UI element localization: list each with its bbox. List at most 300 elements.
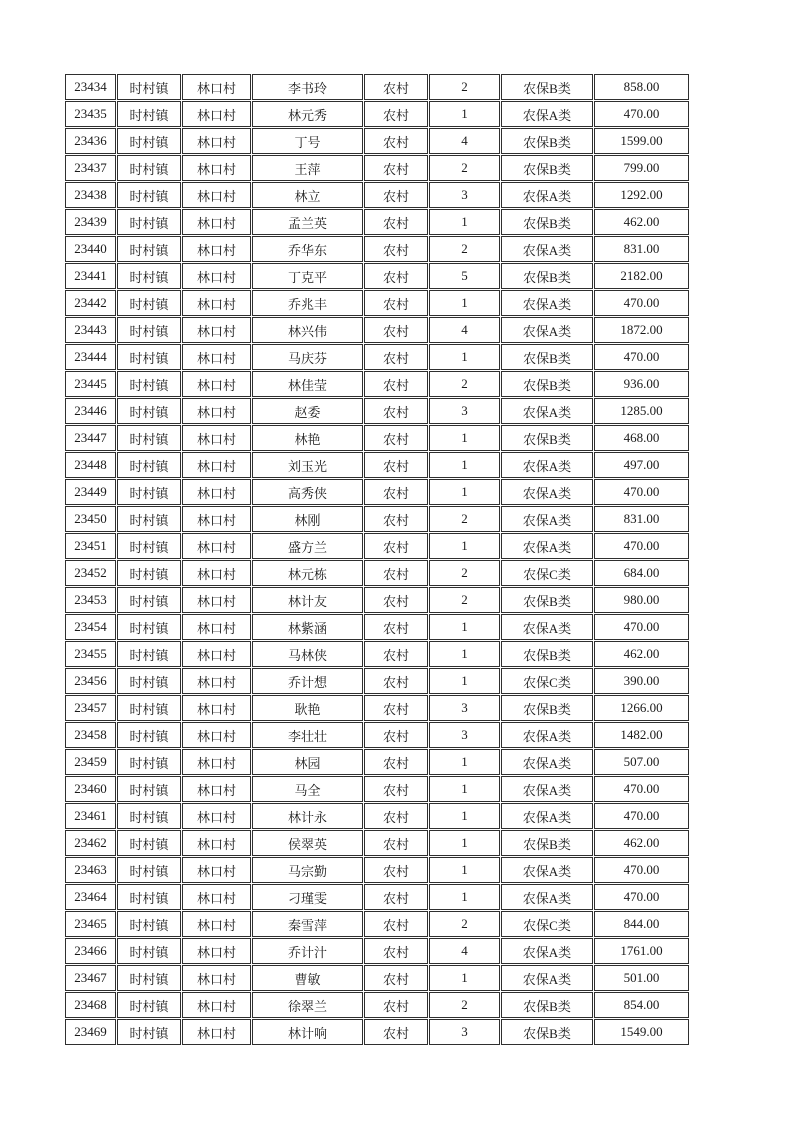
cell-insurance_type: 农保B类 bbox=[501, 344, 593, 370]
cell-name: 王萍 bbox=[252, 155, 363, 181]
cell-village: 林口村 bbox=[182, 830, 251, 856]
cell-insurance_type: 农保B类 bbox=[501, 1019, 593, 1045]
table-row bbox=[65, 371, 689, 397]
cell-insurance_type: 农保B类 bbox=[501, 992, 593, 1018]
cell-town: 时村镇 bbox=[117, 533, 181, 559]
cell-residence: 农村 bbox=[364, 857, 428, 883]
cell-id: 23467 bbox=[65, 965, 116, 991]
cell-village: 林口村 bbox=[182, 614, 251, 640]
cell-name: 林计友 bbox=[252, 587, 363, 613]
cell-village: 林口村 bbox=[182, 101, 251, 127]
cell-residence: 农村 bbox=[364, 641, 428, 667]
cell-name: 林元秀 bbox=[252, 101, 363, 127]
table-row bbox=[65, 344, 689, 370]
cell-name: 耿艳 bbox=[252, 695, 363, 721]
cell-name: 丁克平 bbox=[252, 263, 363, 289]
table-row bbox=[65, 479, 689, 505]
cell-village: 林口村 bbox=[182, 1019, 251, 1045]
cell-household_size: 2 bbox=[429, 506, 500, 532]
cell-id: 23437 bbox=[65, 155, 116, 181]
cell-household_size: 2 bbox=[429, 155, 500, 181]
cell-insurance_type: 农保A类 bbox=[501, 884, 593, 910]
cell-name: 林立 bbox=[252, 182, 363, 208]
cell-residence: 农村 bbox=[364, 371, 428, 397]
cell-insurance_type: 农保B类 bbox=[501, 641, 593, 667]
cell-village: 林口村 bbox=[182, 965, 251, 991]
cell-household_size: 2 bbox=[429, 992, 500, 1018]
cell-residence: 农村 bbox=[364, 101, 428, 127]
cell-village: 林口村 bbox=[182, 263, 251, 289]
cell-household_size: 1 bbox=[429, 668, 500, 694]
cell-residence: 农村 bbox=[364, 803, 428, 829]
cell-insurance_type: 农保A类 bbox=[501, 290, 593, 316]
table-row bbox=[65, 641, 689, 667]
cell-id: 23449 bbox=[65, 479, 116, 505]
cell-household_size: 4 bbox=[429, 128, 500, 154]
table-row bbox=[65, 668, 689, 694]
cell-household_size: 1 bbox=[429, 101, 500, 127]
cell-household_size: 1 bbox=[429, 884, 500, 910]
cell-id: 23446 bbox=[65, 398, 116, 424]
cell-insurance_type: 农保A类 bbox=[501, 965, 593, 991]
cell-residence: 农村 bbox=[364, 992, 428, 1018]
record-table-body bbox=[65, 74, 689, 1045]
cell-amount: 470.00 bbox=[594, 614, 689, 640]
cell-name: 侯翠英 bbox=[252, 830, 363, 856]
table-row bbox=[65, 398, 689, 424]
cell-id: 23448 bbox=[65, 452, 116, 478]
cell-insurance_type: 农保A类 bbox=[501, 722, 593, 748]
cell-id: 23468 bbox=[65, 992, 116, 1018]
cell-residence: 农村 bbox=[364, 587, 428, 613]
cell-village: 林口村 bbox=[182, 317, 251, 343]
cell-village: 林口村 bbox=[182, 290, 251, 316]
cell-town: 时村镇 bbox=[117, 965, 181, 991]
cell-id: 23441 bbox=[65, 263, 116, 289]
cell-household_size: 1 bbox=[429, 776, 500, 802]
cell-insurance_type: 农保A类 bbox=[501, 398, 593, 424]
cell-town: 时村镇 bbox=[117, 695, 181, 721]
cell-residence: 农村 bbox=[364, 533, 428, 559]
cell-village: 林口村 bbox=[182, 560, 251, 586]
cell-town: 时村镇 bbox=[117, 236, 181, 262]
cell-village: 林口村 bbox=[182, 722, 251, 748]
cell-insurance_type: 农保C类 bbox=[501, 668, 593, 694]
cell-amount: 470.00 bbox=[594, 290, 689, 316]
cell-town: 时村镇 bbox=[117, 641, 181, 667]
cell-insurance_type: 农保A类 bbox=[501, 236, 593, 262]
cell-amount: 470.00 bbox=[594, 533, 689, 559]
cell-village: 林口村 bbox=[182, 479, 251, 505]
cell-name: 林紫涵 bbox=[252, 614, 363, 640]
table-row bbox=[65, 830, 689, 856]
table-row bbox=[65, 749, 689, 775]
cell-name: 林计响 bbox=[252, 1019, 363, 1045]
cell-amount: 844.00 bbox=[594, 911, 689, 937]
cell-residence: 农村 bbox=[364, 1019, 428, 1045]
cell-village: 林口村 bbox=[182, 425, 251, 451]
cell-insurance_type: 农保A类 bbox=[501, 317, 593, 343]
cell-town: 时村镇 bbox=[117, 74, 181, 100]
table-row bbox=[65, 803, 689, 829]
table-row bbox=[65, 857, 689, 883]
cell-residence: 农村 bbox=[364, 182, 428, 208]
cell-id: 23443 bbox=[65, 317, 116, 343]
cell-town: 时村镇 bbox=[117, 560, 181, 586]
cell-village: 林口村 bbox=[182, 641, 251, 667]
cell-residence: 农村 bbox=[364, 560, 428, 586]
table-row bbox=[65, 722, 689, 748]
table-row bbox=[65, 911, 689, 937]
cell-household_size: 3 bbox=[429, 722, 500, 748]
cell-name: 曹敏 bbox=[252, 965, 363, 991]
cell-id: 23469 bbox=[65, 1019, 116, 1045]
cell-residence: 农村 bbox=[364, 614, 428, 640]
table-row bbox=[65, 965, 689, 991]
cell-amount: 390.00 bbox=[594, 668, 689, 694]
cell-insurance_type: 农保A类 bbox=[501, 938, 593, 964]
cell-amount: 468.00 bbox=[594, 425, 689, 451]
cell-insurance_type: 农保A类 bbox=[501, 506, 593, 532]
cell-insurance_type: 农保A类 bbox=[501, 479, 593, 505]
cell-residence: 农村 bbox=[364, 398, 428, 424]
cell-insurance_type: 农保B类 bbox=[501, 155, 593, 181]
cell-town: 时村镇 bbox=[117, 371, 181, 397]
cell-town: 时村镇 bbox=[117, 830, 181, 856]
cell-amount: 507.00 bbox=[594, 749, 689, 775]
cell-town: 时村镇 bbox=[117, 587, 181, 613]
cell-insurance_type: 农保B类 bbox=[501, 425, 593, 451]
cell-residence: 农村 bbox=[364, 425, 428, 451]
cell-id: 23456 bbox=[65, 668, 116, 694]
cell-name: 林兴伟 bbox=[252, 317, 363, 343]
cell-residence: 农村 bbox=[364, 209, 428, 235]
cell-household_size: 1 bbox=[429, 641, 500, 667]
cell-town: 时村镇 bbox=[117, 884, 181, 910]
cell-village: 林口村 bbox=[182, 911, 251, 937]
cell-village: 林口村 bbox=[182, 857, 251, 883]
cell-amount: 854.00 bbox=[594, 992, 689, 1018]
cell-household_size: 1 bbox=[429, 344, 500, 370]
cell-village: 林口村 bbox=[182, 992, 251, 1018]
cell-id: 23458 bbox=[65, 722, 116, 748]
cell-household_size: 1 bbox=[429, 290, 500, 316]
cell-name: 孟兰英 bbox=[252, 209, 363, 235]
cell-name: 马全 bbox=[252, 776, 363, 802]
cell-name: 马林侠 bbox=[252, 641, 363, 667]
cell-name: 乔华东 bbox=[252, 236, 363, 262]
cell-town: 时村镇 bbox=[117, 992, 181, 1018]
cell-insurance_type: 农保A类 bbox=[501, 182, 593, 208]
cell-household_size: 3 bbox=[429, 398, 500, 424]
cell-town: 时村镇 bbox=[117, 101, 181, 127]
table-row bbox=[65, 1019, 689, 1045]
cell-id: 23457 bbox=[65, 695, 116, 721]
cell-residence: 农村 bbox=[364, 479, 428, 505]
cell-id: 23461 bbox=[65, 803, 116, 829]
cell-amount: 470.00 bbox=[594, 884, 689, 910]
cell-name: 刁瑾雯 bbox=[252, 884, 363, 910]
cell-household_size: 2 bbox=[429, 560, 500, 586]
cell-insurance_type: 农保A类 bbox=[501, 776, 593, 802]
cell-name: 林元栋 bbox=[252, 560, 363, 586]
cell-village: 林口村 bbox=[182, 209, 251, 235]
cell-residence: 农村 bbox=[364, 74, 428, 100]
cell-household_size: 1 bbox=[429, 479, 500, 505]
cell-id: 23464 bbox=[65, 884, 116, 910]
cell-id: 23450 bbox=[65, 506, 116, 532]
cell-name: 林园 bbox=[252, 749, 363, 775]
cell-household_size: 3 bbox=[429, 695, 500, 721]
cell-village: 林口村 bbox=[182, 128, 251, 154]
cell-town: 时村镇 bbox=[117, 155, 181, 181]
cell-residence: 农村 bbox=[364, 290, 428, 316]
cell-town: 时村镇 bbox=[117, 344, 181, 370]
cell-town: 时村镇 bbox=[117, 803, 181, 829]
cell-name: 林计永 bbox=[252, 803, 363, 829]
cell-town: 时村镇 bbox=[117, 614, 181, 640]
table-row bbox=[65, 263, 689, 289]
table-row bbox=[65, 290, 689, 316]
cell-residence: 农村 bbox=[364, 695, 428, 721]
cell-insurance_type: 农保B类 bbox=[501, 128, 593, 154]
table-row bbox=[65, 533, 689, 559]
cell-amount: 497.00 bbox=[594, 452, 689, 478]
cell-village: 林口村 bbox=[182, 749, 251, 775]
cell-name: 李壮壮 bbox=[252, 722, 363, 748]
cell-village: 林口村 bbox=[182, 236, 251, 262]
cell-village: 林口村 bbox=[182, 506, 251, 532]
cell-residence: 农村 bbox=[364, 236, 428, 262]
cell-household_size: 1 bbox=[429, 533, 500, 559]
cell-town: 时村镇 bbox=[117, 479, 181, 505]
cell-village: 林口村 bbox=[182, 587, 251, 613]
cell-amount: 1266.00 bbox=[594, 695, 689, 721]
table-row bbox=[65, 560, 689, 586]
cell-name: 高秀侠 bbox=[252, 479, 363, 505]
cell-name: 李书玲 bbox=[252, 74, 363, 100]
cell-id: 23463 bbox=[65, 857, 116, 883]
cell-amount: 470.00 bbox=[594, 857, 689, 883]
cell-town: 时村镇 bbox=[117, 182, 181, 208]
table-row bbox=[65, 101, 689, 127]
cell-id: 23452 bbox=[65, 560, 116, 586]
cell-name: 乔兆丰 bbox=[252, 290, 363, 316]
cell-id: 23460 bbox=[65, 776, 116, 802]
cell-id: 23440 bbox=[65, 236, 116, 262]
cell-village: 林口村 bbox=[182, 344, 251, 370]
cell-village: 林口村 bbox=[182, 803, 251, 829]
cell-household_size: 1 bbox=[429, 830, 500, 856]
table-row bbox=[65, 236, 689, 262]
cell-id: 23451 bbox=[65, 533, 116, 559]
cell-insurance_type: 农保B类 bbox=[501, 371, 593, 397]
cell-village: 林口村 bbox=[182, 695, 251, 721]
cell-amount: 470.00 bbox=[594, 344, 689, 370]
cell-residence: 农村 bbox=[364, 938, 428, 964]
cell-amount: 1872.00 bbox=[594, 317, 689, 343]
cell-amount: 858.00 bbox=[594, 74, 689, 100]
table-row bbox=[65, 587, 689, 613]
cell-town: 时村镇 bbox=[117, 506, 181, 532]
cell-household_size: 1 bbox=[429, 209, 500, 235]
cell-insurance_type: 农保B类 bbox=[501, 587, 593, 613]
cell-name: 林佳莹 bbox=[252, 371, 363, 397]
cell-residence: 农村 bbox=[364, 263, 428, 289]
cell-residence: 农村 bbox=[364, 911, 428, 937]
cell-town: 时村镇 bbox=[117, 398, 181, 424]
cell-residence: 农村 bbox=[364, 668, 428, 694]
cell-household_size: 5 bbox=[429, 263, 500, 289]
table-row bbox=[65, 614, 689, 640]
cell-id: 23434 bbox=[65, 74, 116, 100]
cell-insurance_type: 农保A类 bbox=[501, 857, 593, 883]
table-row bbox=[65, 992, 689, 1018]
cell-name: 刘玉光 bbox=[252, 452, 363, 478]
cell-amount: 1599.00 bbox=[594, 128, 689, 154]
cell-town: 时村镇 bbox=[117, 668, 181, 694]
cell-village: 林口村 bbox=[182, 938, 251, 964]
cell-insurance_type: 农保A类 bbox=[501, 749, 593, 775]
cell-insurance_type: 农保B类 bbox=[501, 74, 593, 100]
table-row bbox=[65, 182, 689, 208]
cell-household_size: 1 bbox=[429, 452, 500, 478]
table-row bbox=[65, 695, 689, 721]
cell-name: 林刚 bbox=[252, 506, 363, 532]
cell-amount: 462.00 bbox=[594, 209, 689, 235]
cell-village: 林口村 bbox=[182, 776, 251, 802]
cell-village: 林口村 bbox=[182, 155, 251, 181]
cell-household_size: 2 bbox=[429, 74, 500, 100]
cell-name: 盛方兰 bbox=[252, 533, 363, 559]
cell-name: 乔计想 bbox=[252, 668, 363, 694]
cell-household_size: 1 bbox=[429, 614, 500, 640]
cell-residence: 农村 bbox=[364, 155, 428, 181]
cell-id: 23436 bbox=[65, 128, 116, 154]
cell-name: 乔计汁 bbox=[252, 938, 363, 964]
cell-residence: 农村 bbox=[364, 749, 428, 775]
cell-id: 23466 bbox=[65, 938, 116, 964]
cell-amount: 470.00 bbox=[594, 479, 689, 505]
cell-village: 林口村 bbox=[182, 533, 251, 559]
cell-insurance_type: 农保B类 bbox=[501, 695, 593, 721]
cell-amount: 831.00 bbox=[594, 236, 689, 262]
cell-household_size: 1 bbox=[429, 425, 500, 451]
cell-id: 23465 bbox=[65, 911, 116, 937]
cell-id: 23453 bbox=[65, 587, 116, 613]
cell-residence: 农村 bbox=[364, 965, 428, 991]
cell-insurance_type: 农保A类 bbox=[501, 101, 593, 127]
cell-id: 23442 bbox=[65, 290, 116, 316]
cell-amount: 980.00 bbox=[594, 587, 689, 613]
cell-insurance_type: 农保A类 bbox=[501, 533, 593, 559]
cell-residence: 农村 bbox=[364, 128, 428, 154]
cell-household_size: 3 bbox=[429, 1019, 500, 1045]
cell-household_size: 4 bbox=[429, 938, 500, 964]
cell-household_size: 1 bbox=[429, 749, 500, 775]
cell-town: 时村镇 bbox=[117, 263, 181, 289]
cell-residence: 农村 bbox=[364, 452, 428, 478]
cell-amount: 1761.00 bbox=[594, 938, 689, 964]
cell-insurance_type: 农保B类 bbox=[501, 209, 593, 235]
cell-amount: 1482.00 bbox=[594, 722, 689, 748]
cell-id: 23454 bbox=[65, 614, 116, 640]
cell-id: 23439 bbox=[65, 209, 116, 235]
cell-amount: 462.00 bbox=[594, 641, 689, 667]
cell-amount: 470.00 bbox=[594, 776, 689, 802]
cell-amount: 501.00 bbox=[594, 965, 689, 991]
cell-amount: 470.00 bbox=[594, 101, 689, 127]
cell-amount: 1549.00 bbox=[594, 1019, 689, 1045]
cell-id: 23462 bbox=[65, 830, 116, 856]
cell-household_size: 4 bbox=[429, 317, 500, 343]
cell-insurance_type: 农保A类 bbox=[501, 614, 593, 640]
cell-name: 徐翠兰 bbox=[252, 992, 363, 1018]
table-row bbox=[65, 452, 689, 478]
cell-town: 时村镇 bbox=[117, 857, 181, 883]
cell-household_size: 2 bbox=[429, 236, 500, 262]
cell-town: 时村镇 bbox=[117, 290, 181, 316]
cell-id: 23455 bbox=[65, 641, 116, 667]
cell-village: 林口村 bbox=[182, 371, 251, 397]
cell-household_size: 2 bbox=[429, 911, 500, 937]
cell-amount: 1285.00 bbox=[594, 398, 689, 424]
record-table bbox=[64, 73, 690, 1046]
table-row bbox=[65, 128, 689, 154]
cell-name: 马宗勤 bbox=[252, 857, 363, 883]
cell-name: 秦雪萍 bbox=[252, 911, 363, 937]
cell-insurance_type: 农保B类 bbox=[501, 830, 593, 856]
cell-town: 时村镇 bbox=[117, 452, 181, 478]
cell-residence: 农村 bbox=[364, 776, 428, 802]
cell-id: 23435 bbox=[65, 101, 116, 127]
cell-amount: 831.00 bbox=[594, 506, 689, 532]
cell-amount: 1292.00 bbox=[594, 182, 689, 208]
cell-insurance_type: 农保C类 bbox=[501, 560, 593, 586]
cell-town: 时村镇 bbox=[117, 722, 181, 748]
cell-insurance_type: 农保C类 bbox=[501, 911, 593, 937]
cell-name: 赵委 bbox=[252, 398, 363, 424]
cell-name: 林艳 bbox=[252, 425, 363, 451]
cell-insurance_type: 农保B类 bbox=[501, 263, 593, 289]
table-row bbox=[65, 425, 689, 451]
cell-residence: 农村 bbox=[364, 830, 428, 856]
cell-amount: 799.00 bbox=[594, 155, 689, 181]
cell-village: 林口村 bbox=[182, 182, 251, 208]
cell-household_size: 2 bbox=[429, 371, 500, 397]
table-row bbox=[65, 209, 689, 235]
cell-town: 时村镇 bbox=[117, 749, 181, 775]
cell-id: 23438 bbox=[65, 182, 116, 208]
cell-village: 林口村 bbox=[182, 668, 251, 694]
cell-residence: 农村 bbox=[364, 884, 428, 910]
cell-village: 林口村 bbox=[182, 398, 251, 424]
cell-town: 时村镇 bbox=[117, 317, 181, 343]
cell-household_size: 3 bbox=[429, 182, 500, 208]
cell-amount: 470.00 bbox=[594, 803, 689, 829]
cell-town: 时村镇 bbox=[117, 425, 181, 451]
table-row bbox=[65, 317, 689, 343]
cell-amount: 936.00 bbox=[594, 371, 689, 397]
cell-amount: 2182.00 bbox=[594, 263, 689, 289]
cell-household_size: 1 bbox=[429, 803, 500, 829]
cell-insurance_type: 农保A类 bbox=[501, 452, 593, 478]
cell-household_size: 2 bbox=[429, 587, 500, 613]
cell-id: 23444 bbox=[65, 344, 116, 370]
cell-id: 23447 bbox=[65, 425, 116, 451]
cell-name: 马庆芬 bbox=[252, 344, 363, 370]
cell-id: 23459 bbox=[65, 749, 116, 775]
